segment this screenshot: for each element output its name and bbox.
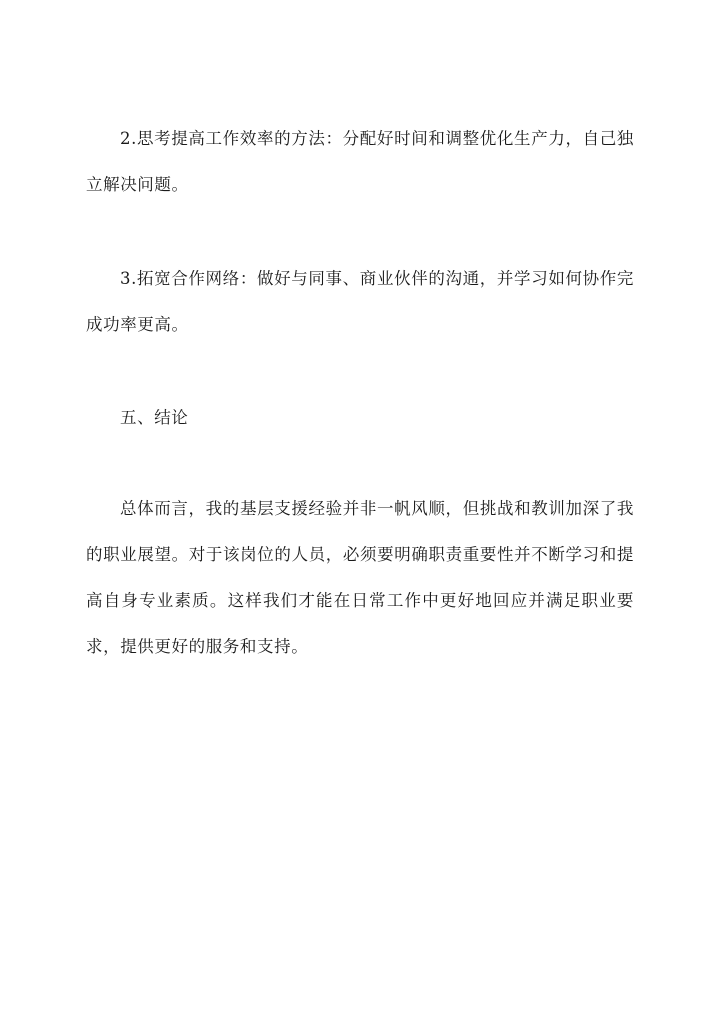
section-heading-conclusion: 五、结论 (120, 408, 189, 427)
list-item-efficiency: 2.思考提高工作效率的方法：分配好时间和调整优化生产力，自己独立解决问题。 (86, 129, 634, 194)
list-item-network: 3.拓宽合作网络：做好与同事、商业伙伴的沟通，并学习如何协作完成功率更高。 (86, 269, 634, 334)
conclusion-paragraph: 总体而言，我的基层支援经验并非一帆风顺，但挑战和教训加深了我的职业展望。对于该岗位的人员，必须要明确职责重要性并不断学习和提高自身专业素质。这样我们才能在日常工作中更好地回应并满足职业要求，提供更好的服务和支持。 (86, 499, 634, 656)
